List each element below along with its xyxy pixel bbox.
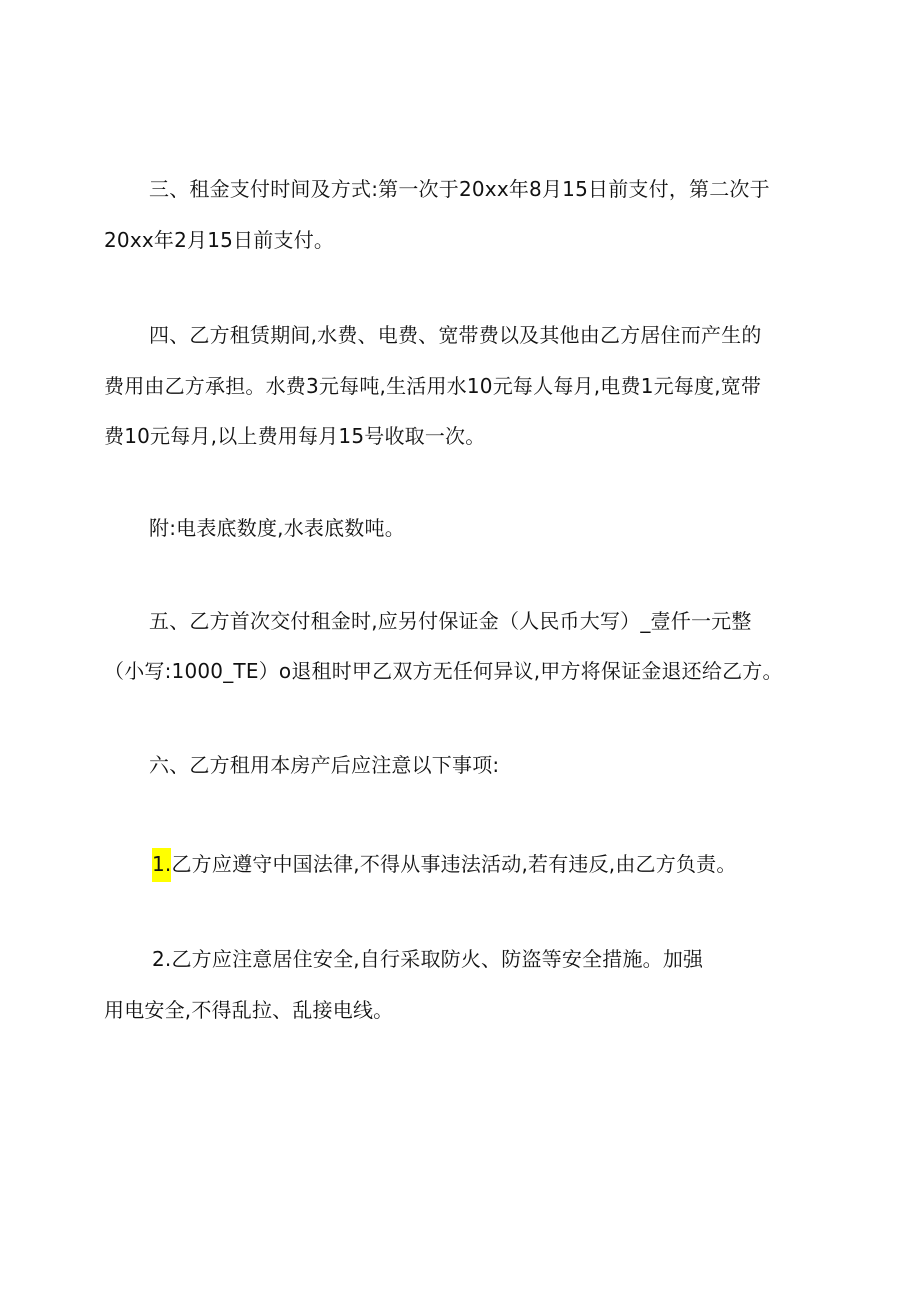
section-3-line-2: 20xx年2月15日前支付。 — [104, 228, 335, 252]
item-2-line-2: 用电安全,不得乱拉、乱接电线。 — [104, 998, 394, 1022]
item-2-line-1: 2.乙方应注意居住安全,自行采取防火、防盗等安全措施。加强 — [152, 947, 704, 971]
item-1-text: 乙方应遵守中国法律,不得从事违法活动,若有违反,由乙方负责。 — [171, 852, 737, 876]
section-4-line-2: 费用由乙方承担。水费3元每吨,生活用水10元每人每月,电费1元每度,宽带 — [104, 374, 762, 398]
section-6-line-1: 六、乙方租用本房产后应注意以下事项: — [149, 753, 500, 777]
section-4-line-3: 费10元每月,以上费用每月15号收取一次。 — [104, 424, 486, 448]
section-5-line-1: 五、乙方首次交付租金时,应另付保证金（人民币大写）_壹仟一元整 — [149, 609, 752, 633]
appendix-line: 附:电表底数度,水表底数吨。 — [149, 516, 405, 540]
item-1-line — [152, 849, 737, 879]
section-3-line-1: 三、租金支付时间及方式:第一次于20xx年8月15日前支付，第二次于 — [149, 177, 770, 201]
item-1-number-highlight: 1. — [152, 848, 171, 882]
section-4-line-1: 四、乙方租赁期间,水费、电费、宽带费以及其他由乙方居住而产生的 — [149, 323, 762, 347]
section-5-line-2: （小写:1000_TE）o退租时甲乙双方无任何异议,甲方将保证金退还给乙方。 — [104, 659, 783, 683]
